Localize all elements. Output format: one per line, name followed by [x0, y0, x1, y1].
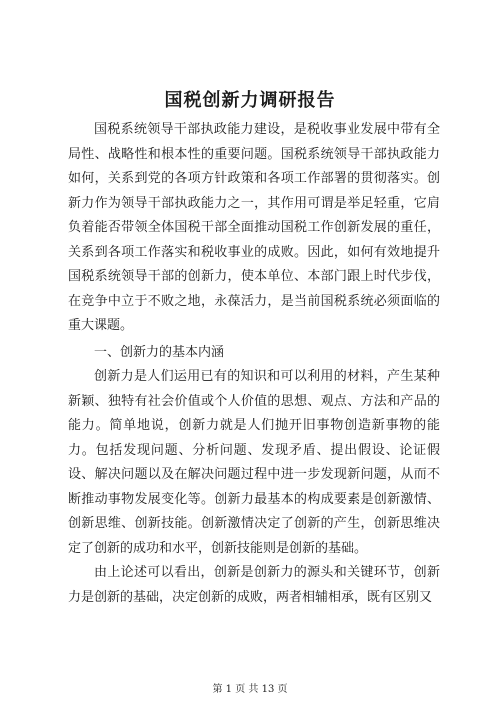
section-heading: 一、创新力的基本内涵 — [94, 344, 225, 360]
document-title: 国税创新力调研报告 — [164, 90, 336, 111]
paragraph-definition: 创新力是人们运用已有的知识和可以利用的材料，产生某种新颖、独特有社会价值或个人价值的思想、观点、方法和产品的能力。简单地说，创新力就是人们抛开旧事物创造新事物的能力。包括发现问题、分析问题、发现矛盾、提出假设、论证假设、解决问题以及在解决问题过程中进一步发现新问题，从而不断推动事物发展变化等。创新力最基本的构成要素是创新激情、创新思维、创新技能。创新激情决定了创新的产生，创新思维决定了创新的成功和水平，创新技能则是创新的基础。 — [68, 369, 440, 556]
document-body — [68, 118, 440, 610]
paragraph-conclusion: 由上论述可以看出，创新是创新力的源头和关键环节，创新力是创新的基础，决定创新的成败，两者相辅相承，既有区别又 — [68, 565, 440, 605]
page-footer: 第 1 页 共 13 页 — [212, 684, 288, 695]
paragraph-intro: 国税系统领导干部执政能力建设，是税收事业发展中带有全局性、战略性和根本性的重要问题。国税系统领导干部执政能力如何，关系到党的各项方针政策和各项工作部署的贯彻落实。创新力作为领导干部执政能力之一，其作用可谓是举足轻重，它肩负着能否带领全体国税干部全面推动国税工作创新发展的重任，关系到各项工作落实和税收事业的成败。因此，如何有效地提升国税系统领导干部的创新力，使本单位、本部门跟上时代步伐，在竞争中立于不败之地，永葆活力，是当前国税系统必须面临的重大课题。 — [68, 122, 440, 333]
